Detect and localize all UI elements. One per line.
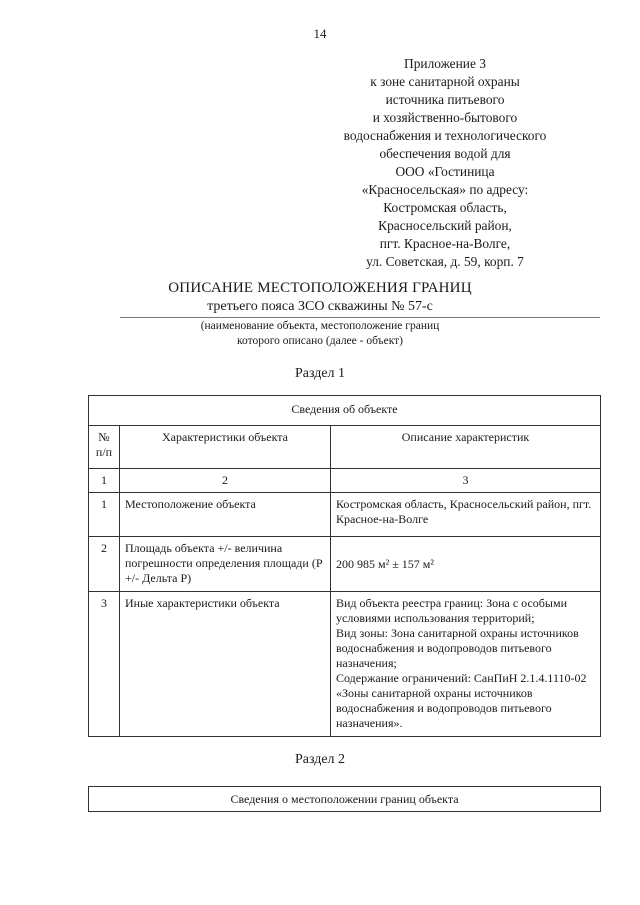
appendix-line: обеспечения водой для (379, 146, 511, 161)
appendix-line: ООО «Гостиница (395, 164, 495, 179)
description-line: Вид зоны: Зона санитарной охраны источников водоснабжения и водопроводов питьевого назначения; (336, 626, 579, 670)
appendix-line: Приложение 3 (404, 56, 486, 71)
description-line: Вид объекта реестра границ: Зона с особыми условиями использования территорий; (336, 596, 567, 625)
index-cell: 2 (120, 469, 331, 493)
row-description (331, 537, 601, 592)
row-description (331, 493, 601, 537)
header-characteristic: Характеристики объекта (120, 426, 331, 469)
note-line: (наименование объекта, местоположение границ (200, 320, 440, 332)
document-note (150, 319, 490, 349)
appendix-line: «Красносельская» по адресу: (361, 182, 529, 197)
description-line: Содержание ограничений: СанПиН 2.1.4.1110-02 «Зоны санитарной охраны источников водоснабжения и водопроводов питьевого назначения». (336, 671, 587, 730)
boundary-info-caption: Сведения о местоположении границ объекта (88, 786, 601, 812)
index-cell: 3 (331, 469, 601, 493)
row-description (331, 592, 601, 737)
page-number: 14 (313, 26, 327, 41)
table-caption: Сведения об объекте (89, 396, 601, 426)
appendix-line: водоснабжения и технологического (343, 128, 547, 143)
title-underline (120, 317, 600, 318)
appendix-line: Красносельский район, (378, 218, 512, 233)
row-number: 1 (89, 493, 120, 537)
note-line: которого описано (далее - объект) (236, 335, 404, 347)
row-characteristic: Местоположение объекта (120, 493, 331, 537)
table-row (89, 537, 601, 592)
table-header-row (89, 426, 601, 469)
row-number: 2 (89, 537, 120, 592)
description-line: 200 985 м² ± 157 м² (336, 556, 434, 571)
description-line: Костромская область, Красносельский район, пгт. Красное-на-Волге (336, 497, 592, 526)
section-2-heading: Раздел 2 (294, 752, 346, 767)
header-description: Описание характеристик (331, 426, 601, 469)
section-1-heading: Раздел 1 (294, 366, 346, 381)
table-index-row (89, 469, 601, 493)
object-info-table (88, 395, 601, 737)
appendix-line: источника питьевого (385, 92, 505, 107)
document-title: ОПИСАНИЕ МЕСТОПОЛОЖЕНИЯ ГРАНИЦ (168, 280, 472, 296)
row-characteristic: Площадь объекта +/- величина погрешности определения площади (Р +/- Дельта Р) (120, 537, 331, 592)
table-row (89, 592, 601, 737)
appendix-line: пгт. Красное-на-Волге, (379, 236, 511, 251)
appendix-line: и хозяйственно-бытового (372, 110, 518, 125)
table-row (89, 493, 601, 537)
appendix-line: Костромская область, (383, 200, 507, 215)
appendix-line: ул. Советская, д. 59, корп. 7 (366, 254, 524, 269)
appendix-line: к зоне санитарной охраны (370, 74, 520, 89)
header-number: № п/п (89, 426, 120, 469)
appendix-block (330, 55, 560, 271)
row-number: 3 (89, 592, 120, 737)
row-characteristic: Иные характеристики объекта (120, 592, 331, 737)
document-subtitle: третьего пояса ЗСО скважины № 57-с (207, 299, 433, 314)
index-cell: 1 (89, 469, 120, 493)
